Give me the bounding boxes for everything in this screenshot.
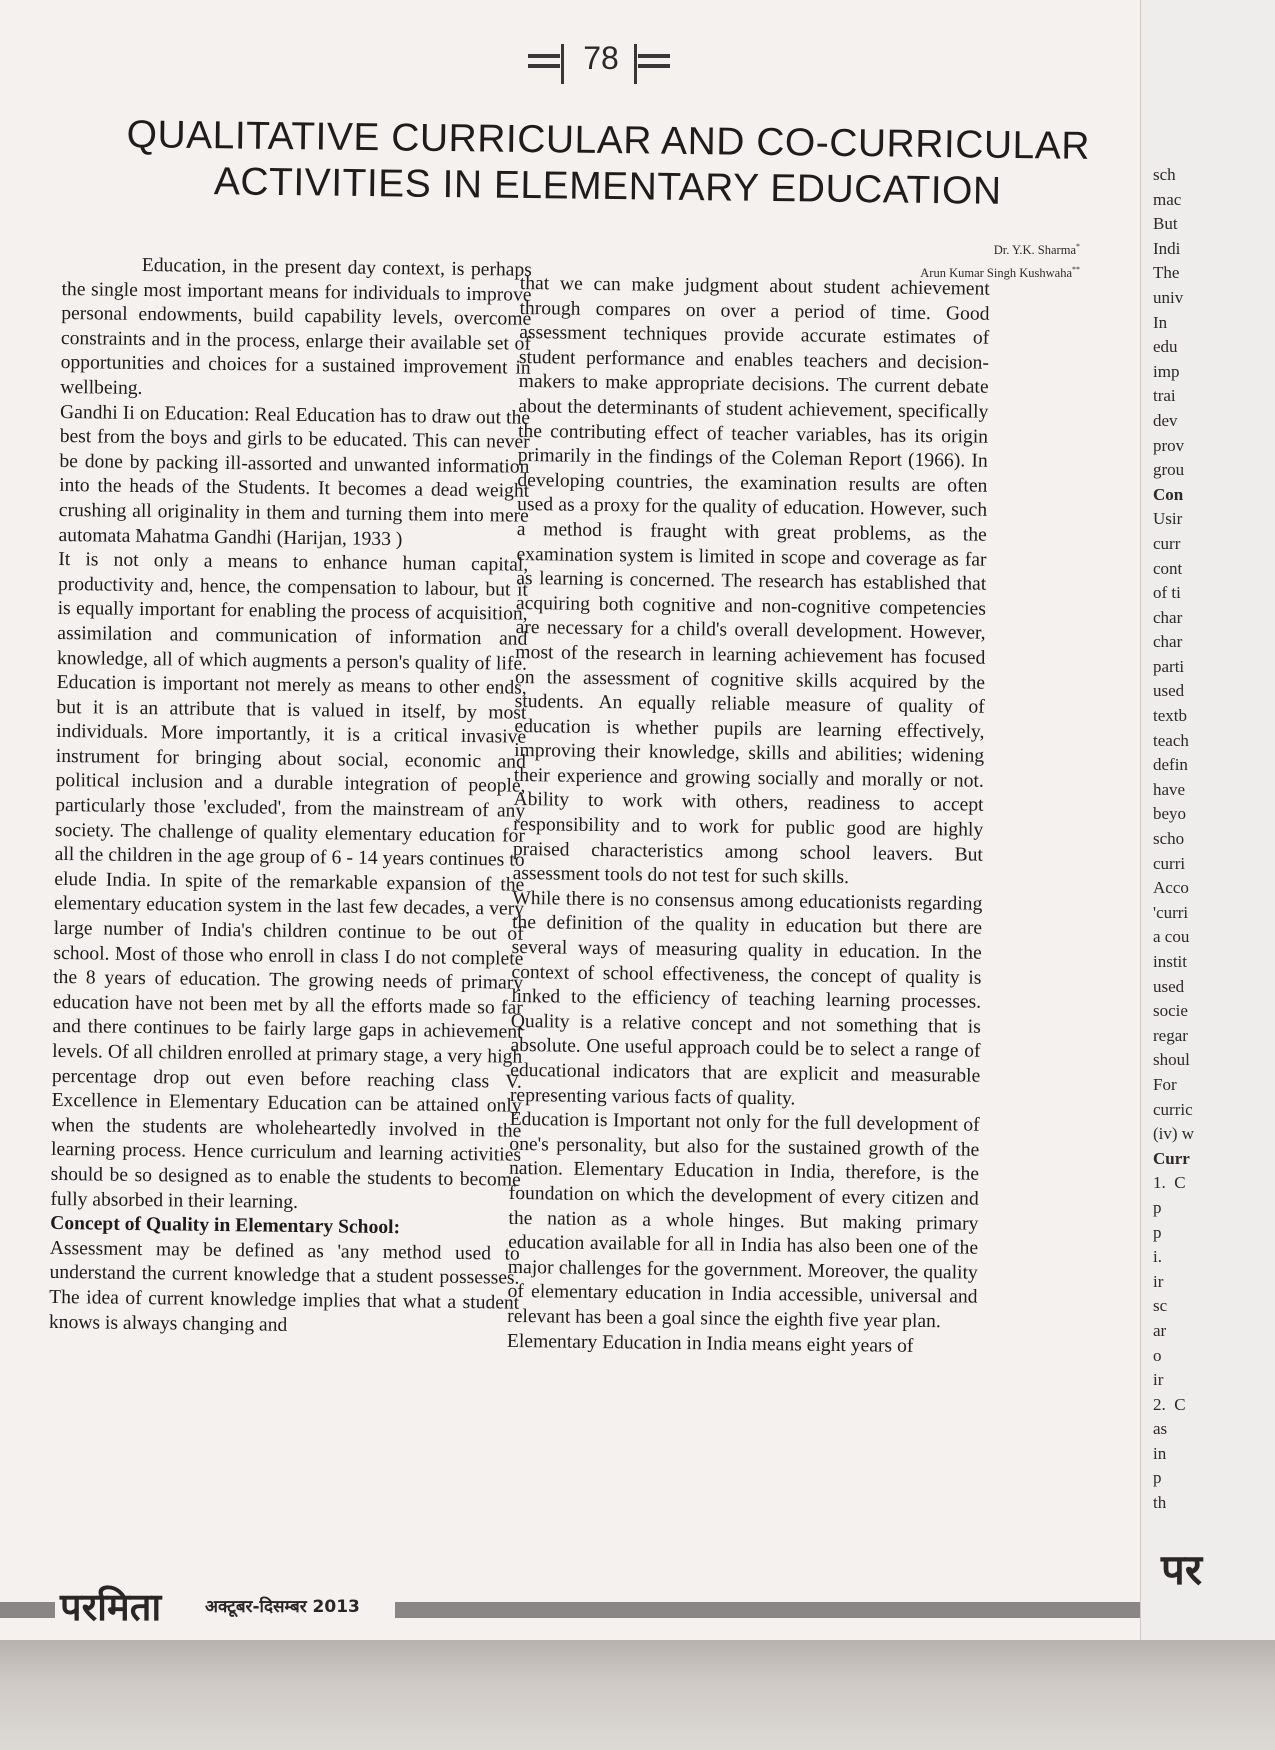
facing-page-fragment: beyo bbox=[1153, 804, 1187, 824]
facing-page-logo: पर bbox=[1161, 1545, 1203, 1594]
author-1-name: Dr. Y.K. Sharma bbox=[993, 243, 1076, 258]
facing-page-fragment: dev bbox=[1153, 410, 1178, 430]
facing-page-fragment: of ti bbox=[1153, 583, 1181, 603]
article-title-line-2: ACTIVITIES IN ELEMENTARY EDUCATION bbox=[213, 160, 1002, 213]
author-1 bbox=[820, 237, 1080, 260]
facing-page-fragment: But bbox=[1153, 214, 1178, 234]
article-title bbox=[117, 112, 1098, 216]
facing-page-fragment: cont bbox=[1153, 558, 1183, 578]
facing-page-fragment: shoul bbox=[1153, 1050, 1190, 1070]
facing-page-fragment: (iv) w bbox=[1153, 1124, 1195, 1144]
facing-page-fragment: trai bbox=[1153, 386, 1176, 406]
author-1-mark: * bbox=[1076, 242, 1080, 251]
facing-page-fragment: sc bbox=[1153, 1296, 1168, 1316]
facing-page-fragment: char bbox=[1153, 632, 1183, 652]
facing-page-fragment: For bbox=[1153, 1074, 1177, 1094]
facing-page-fragment: curr bbox=[1153, 533, 1181, 553]
facing-page-fragment: ir bbox=[1153, 1271, 1164, 1291]
facing-page-fragment: 2. C bbox=[1153, 1394, 1186, 1414]
facing-page-fragment: teach bbox=[1153, 730, 1189, 750]
left-column bbox=[49, 253, 532, 1341]
magazine-logo: परमिता bbox=[60, 1585, 162, 1629]
facing-page-fragment: 1. C bbox=[1153, 1173, 1186, 1193]
facing-page-fragment: p bbox=[1153, 1222, 1162, 1242]
facing-page-fragment: regar bbox=[1153, 1025, 1188, 1045]
facing-page-fragment: have bbox=[1153, 779, 1186, 799]
facing-page-fragment: Usir bbox=[1153, 509, 1183, 529]
paragraph-judgment: that we can make judgment about student achievement through compares on over a period of time. Good assessment techniques provide accurate estimates of student performance and enables teachers and decision-makers to make appropriate decisions. The current debate about the determinants of student achievement, specifically the contributing effect of teacher variables, has its origin primarily in the findings of the Coleman Report (1966). In developing countries, the examination results are often used as a proxy for the quality of education. However, such a method is fraught with great problems, as the examination system is limited in scope and coverage as far as learning is concerned. The research has established that acquiring both cognitive and non-cognitive competencies are necessary for a child's overall development. However, most of the research in learning achievement has focused on the assessment of cognitive skills acquired by the students. An equally reliable measure of quality of education is whether pupils are learning effectively, improving their knowledge, skills and abilities; widening their experience and growing socially and morally or not. Ability to work with others, readiness to accept responsibility and to work for public good are highly praised characteristics among school leavers. But assessment tools do not test for such skills. bbox=[512, 272, 990, 889]
facing-page-fragment: th bbox=[1153, 1493, 1167, 1513]
ornament-bars-right bbox=[638, 54, 670, 74]
facing-page-fragment: defin bbox=[1153, 755, 1188, 775]
facing-page-fragment: mac bbox=[1153, 189, 1182, 209]
facing-page-fragment: in bbox=[1153, 1443, 1167, 1463]
paragraph-human-capital: It is not only a means to enhance human capital, productivity and, hence, the compensation to labour, but it is equally important for enabling the process of acquisition, assimilation and communication of information and knowledge, all of which augments a person's quality of life. Education is important not merely as means to other ends, but it is an attribute that is valued in itself, by most individuals. More importantly, it is a critical invasive instrument for bringing about social, economic and political inclusion and a durable integration of people, particularly those 'excluded', from the mainstream of any society. The challenge of quality elementary education for all the children in the age group of 6 - 14 years continues to elude India. In spite of the remarkable expansion of the elementary education system in the last few decades, a very large number of India's children continue to be out of school. Most of those who enroll in class I do not complete the 8 years of education. The growing needs of primary education have not been met by all the efforts made so far and there continues to be fairly large gaps in achievement levels. Of all children enrolled at primary stage, a very high percentage drop out even before reaching class V. Excellence in Elementary Education can be attained only when the students are wholeheartedly involved in the learning process. Hence curriculum and learning activities should be so designed as to enable the students to become fully absorbed in their learning. bbox=[50, 549, 529, 1213]
article-title-line-1: QUALITATIVE CURRICULAR AND CO-CURRICULAR bbox=[126, 113, 1091, 168]
facing-page-fragment: o bbox=[1153, 1345, 1162, 1365]
facing-page-fragment: as bbox=[1153, 1419, 1168, 1439]
facing-page-fragment: sch bbox=[1153, 165, 1176, 184]
facing-page-fragment: textb bbox=[1153, 706, 1187, 726]
facing-page-fragment: i. bbox=[1153, 1247, 1162, 1267]
ornament-bars-left bbox=[528, 54, 560, 74]
facing-page-fragment: Acco bbox=[1153, 878, 1189, 898]
paragraph-eight-years: Elementary Education in India means eight years of bbox=[506, 1330, 914, 1357]
facing-page-fragment: imp bbox=[1153, 361, 1180, 381]
paragraph-assessment: Assessment may be defined as 'any method used to understand the current knowledge that a student possesses. The idea of current knowledge implies that what a student knows is always changing and bbox=[48, 1237, 520, 1336]
section-heading-quality: Concept of Quality in Elementary School: bbox=[50, 1213, 401, 1239]
paragraph-importance: Education is Important not only for the full development of one's personality, but also for the sustained growth of the nation. Elementary Education in India, therefore, is the foundation on which the development of every citizen and the nation as a whole hinges. But making primary education available for all in India has also been one of the major challenges for the government. Moreover, the quality of elementary education in India accessible, universal and relevant has been a goal since the eighth five year plan. bbox=[507, 1109, 980, 1333]
facing-page-fragment: curric bbox=[1153, 1099, 1193, 1119]
facing-page-fragment: socie bbox=[1153, 1001, 1188, 1021]
facing-page-fragment: a cou bbox=[1153, 927, 1190, 947]
facing-page-fragment: The bbox=[1153, 263, 1180, 283]
facing-page-fragment: p bbox=[1153, 1468, 1162, 1488]
page-number-ornament bbox=[528, 40, 678, 88]
facing-page-fragment: ir bbox=[1153, 1370, 1164, 1390]
author-2-name: Arun Kumar Singh Kushwaha bbox=[920, 266, 1072, 281]
facing-page-fragment: p bbox=[1153, 1197, 1162, 1217]
paragraph-gandhi-quote: Gandhi Ii on Education: Real Education has to draw out the best from the boys and girls to be educated. This can never be done by packing ill-assorted and unwanted information into the heads of the Students. It becomes a dead weight crushing all originality in them and turning them into mere automata Mahatma Gandhi (Harijan, 1933 ) bbox=[58, 401, 531, 550]
facing-page-fragment: scho bbox=[1153, 829, 1185, 849]
footer-band-right bbox=[395, 1602, 1140, 1618]
facing-page-fragment: used bbox=[1153, 681, 1185, 701]
facing-page-fragment: curri bbox=[1153, 853, 1186, 873]
facing-page-fragment: univ bbox=[1153, 287, 1184, 307]
issue-date: अक्टूबर-दिसम्बर 2013 bbox=[205, 1597, 360, 1617]
paragraph-intro: Education, in the present day context, is perhaps the single most important means for individuals to improve personal endowments, build capability levels, overcome constraints and in the process, enlarge their available set of opportunities and choices for a sustained improvement in wellbeing. bbox=[60, 254, 532, 399]
facing-page-fragment: used bbox=[1153, 976, 1185, 996]
footer-band-left bbox=[0, 1602, 55, 1618]
facing-page-fragment: ar bbox=[1153, 1320, 1167, 1340]
facing-page-fragment: Indi bbox=[1153, 238, 1181, 258]
facing-page-text-fragments bbox=[1153, 163, 1275, 1516]
facing-page-fragment: prov bbox=[1153, 435, 1185, 455]
facing-page-fragment: In bbox=[1153, 312, 1168, 332]
facing-page-fragment: parti bbox=[1153, 656, 1185, 676]
page-footer bbox=[0, 1580, 1140, 1636]
facing-page-fragment: Curr bbox=[1153, 1148, 1190, 1168]
facing-page-fragment: 'curri bbox=[1153, 902, 1189, 922]
paragraph-consensus: While there is no consensus among educationists regarding the definition of the quality in education but there are several ways of measuring quality in education. In the context of school effectiveness, the concept of quality is linked to the efficiency of teaching learning processes. Quality is a relative concept and not something that is absolute. One useful approach could be to select a range of educational indicators that are explicit and measurable representing various facts of quality. bbox=[509, 887, 983, 1110]
facing-page-fragment: char bbox=[1153, 607, 1183, 627]
right-column bbox=[507, 272, 990, 1360]
facing-page-fragment: grou bbox=[1153, 460, 1185, 480]
facing-page-fragment: edu bbox=[1153, 337, 1178, 357]
page-bottom-shadow bbox=[0, 1640, 1275, 1750]
facing-page-fragment: Con bbox=[1153, 484, 1184, 504]
facing-page-fragment: instit bbox=[1153, 952, 1188, 971]
page-number: 78 bbox=[583, 40, 619, 76]
author-2-mark: ** bbox=[1072, 265, 1080, 275]
facing-page bbox=[1140, 0, 1275, 1640]
